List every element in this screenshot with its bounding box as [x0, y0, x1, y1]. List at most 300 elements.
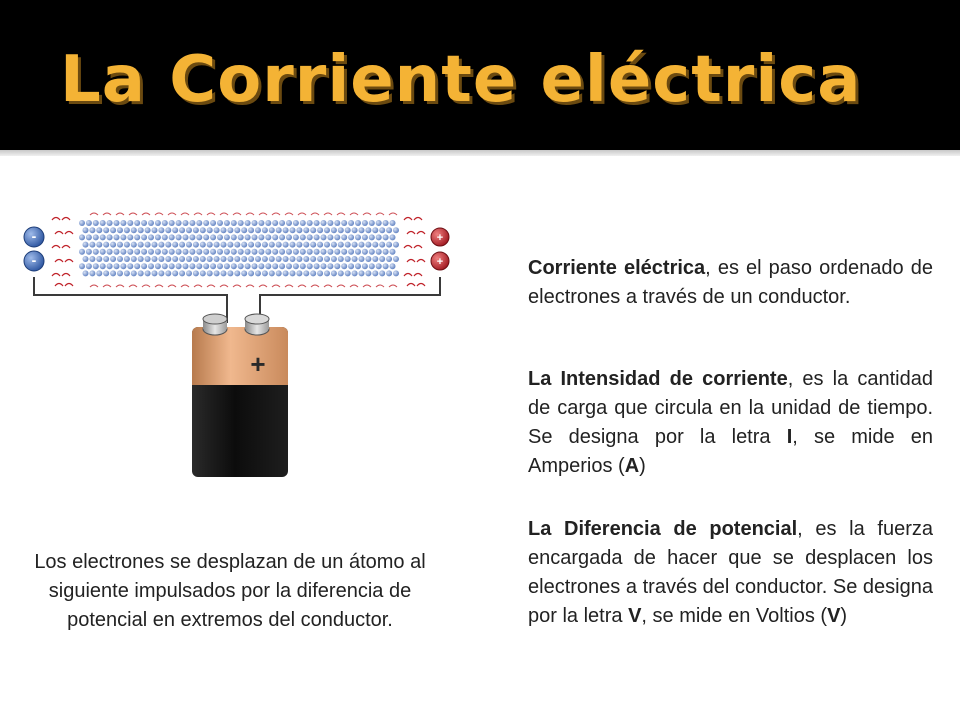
atom — [107, 249, 113, 255]
left-electron-top — [24, 227, 44, 247]
atom — [145, 256, 151, 262]
atom — [158, 227, 164, 233]
flow-arrow — [298, 213, 306, 215]
atom — [172, 242, 178, 248]
atom — [338, 227, 344, 233]
atom — [158, 242, 164, 248]
flow-arrow — [246, 285, 254, 287]
atom — [327, 263, 333, 269]
atom — [345, 227, 351, 233]
atom — [117, 270, 123, 276]
atom — [193, 256, 199, 262]
flow-arrow — [181, 285, 189, 287]
atom — [138, 227, 144, 233]
atom — [290, 242, 296, 248]
atom — [269, 227, 275, 233]
atom — [110, 270, 116, 276]
atom — [134, 234, 140, 240]
atom — [379, 227, 385, 233]
atom — [100, 249, 106, 255]
flow-arrow — [103, 285, 111, 287]
flow-arrow — [389, 213, 397, 215]
atom — [379, 270, 385, 276]
atom — [348, 234, 354, 240]
atom — [214, 227, 220, 233]
flow-arrow — [376, 213, 384, 215]
atom — [231, 263, 237, 269]
atom — [172, 270, 178, 276]
atom — [169, 249, 175, 255]
atom — [86, 234, 92, 240]
atom — [317, 227, 323, 233]
atom — [345, 242, 351, 248]
atom — [96, 227, 102, 233]
atom — [383, 263, 389, 269]
atom — [252, 234, 258, 240]
flow-arrow — [62, 246, 70, 249]
atom — [283, 256, 289, 262]
flow-arrow — [324, 285, 332, 287]
atom — [386, 270, 392, 276]
atom — [258, 234, 264, 240]
atom — [331, 242, 337, 248]
atom — [79, 220, 85, 226]
atom — [245, 263, 251, 269]
atom — [376, 263, 382, 269]
atom — [286, 249, 292, 255]
flow-arrow — [65, 232, 73, 235]
flow-arrow — [350, 285, 358, 287]
atom — [314, 249, 320, 255]
atom — [348, 249, 354, 255]
atom — [276, 242, 282, 248]
atom — [352, 242, 358, 248]
atom — [224, 220, 230, 226]
atom — [327, 249, 333, 255]
atom — [165, 256, 171, 262]
atom — [100, 220, 106, 226]
atom — [96, 270, 102, 276]
atom — [390, 220, 396, 226]
atom — [221, 270, 227, 276]
atom — [341, 263, 347, 269]
atom — [283, 227, 289, 233]
atom — [286, 263, 292, 269]
title-bar — [0, 0, 960, 150]
atom — [369, 263, 375, 269]
atom — [331, 227, 337, 233]
atom — [303, 256, 309, 262]
battery — [192, 314, 288, 477]
atom — [383, 249, 389, 255]
positive-sign: + — [436, 232, 444, 244]
atom — [338, 256, 344, 262]
atom — [165, 270, 171, 276]
flow-arrow — [65, 260, 73, 263]
atom — [141, 234, 147, 240]
atom — [334, 220, 340, 226]
atom — [93, 249, 99, 255]
atom — [321, 220, 327, 226]
slide-title: La Corriente eléctrica — [60, 43, 862, 117]
flow-arrow — [142, 213, 150, 215]
definition-text: , es la cantidad de carga que circula en la unidad de tiempo. Se designa por la letra — [528, 368, 933, 448]
letter-v: V — [628, 605, 642, 627]
atom — [148, 263, 154, 269]
atom — [193, 227, 199, 233]
atom — [158, 270, 164, 276]
atom — [262, 270, 268, 276]
flow-arrow — [404, 274, 412, 277]
atom — [203, 234, 209, 240]
atom — [324, 242, 330, 248]
atom — [145, 242, 151, 248]
definition-intensidad — [528, 365, 933, 481]
atom — [169, 234, 175, 240]
flow-arrow — [417, 232, 425, 235]
atom — [390, 263, 396, 269]
atom — [169, 263, 175, 269]
atom — [241, 270, 247, 276]
atom — [189, 220, 195, 226]
atom — [210, 249, 216, 255]
atom — [83, 270, 89, 276]
atom — [296, 242, 302, 248]
atom — [300, 249, 306, 255]
atom — [269, 270, 275, 276]
atom — [224, 249, 230, 255]
flow-arrow — [233, 213, 241, 215]
atom — [110, 227, 116, 233]
atom — [272, 249, 278, 255]
atom — [124, 256, 130, 262]
atom — [303, 242, 309, 248]
atom — [352, 256, 358, 262]
flow-arrow — [129, 213, 137, 215]
atom — [314, 263, 320, 269]
atom — [255, 242, 261, 248]
electron-sign: - — [31, 252, 37, 268]
flow-arrow — [207, 213, 215, 215]
atom — [141, 263, 147, 269]
atom — [310, 242, 316, 248]
atom — [279, 249, 285, 255]
atom — [286, 220, 292, 226]
atom — [110, 242, 116, 248]
flow-arrow — [155, 285, 163, 287]
atom — [238, 234, 244, 240]
atom — [248, 256, 254, 262]
atom — [186, 256, 192, 262]
atom — [355, 263, 361, 269]
atom — [189, 234, 195, 240]
flow-arrow — [298, 285, 306, 287]
atom — [372, 256, 378, 262]
atom — [248, 242, 254, 248]
atom — [207, 270, 213, 276]
atom — [231, 220, 237, 226]
atom — [386, 242, 392, 248]
atom — [138, 270, 144, 276]
atom — [131, 242, 137, 248]
flow-arrow — [116, 213, 124, 215]
atom — [352, 227, 358, 233]
atom — [83, 227, 89, 233]
atom — [196, 249, 202, 255]
definition-corriente — [528, 254, 933, 312]
atom — [200, 242, 206, 248]
atom — [303, 227, 309, 233]
atom — [89, 227, 95, 233]
atom — [200, 227, 206, 233]
atom — [127, 249, 133, 255]
atom — [152, 256, 158, 262]
atom — [265, 220, 271, 226]
atom — [203, 249, 209, 255]
atom — [114, 234, 120, 240]
atom — [283, 270, 289, 276]
atom — [345, 270, 351, 276]
atom — [162, 263, 168, 269]
atom — [355, 220, 361, 226]
atom — [317, 270, 323, 276]
atom — [307, 249, 313, 255]
flow-arrow — [62, 274, 70, 277]
atom — [272, 220, 278, 226]
atom — [203, 220, 209, 226]
atom — [120, 249, 126, 255]
atom — [221, 256, 227, 262]
atom — [155, 249, 161, 255]
atom — [172, 256, 178, 262]
flow-arrow — [414, 274, 422, 277]
atom — [200, 270, 206, 276]
atom — [362, 234, 368, 240]
atom — [341, 249, 347, 255]
atom — [134, 249, 140, 255]
atom — [100, 263, 106, 269]
flow-arrow — [259, 285, 267, 287]
atom — [210, 220, 216, 226]
atom — [145, 227, 151, 233]
flow-arrow — [103, 213, 111, 215]
atom — [117, 242, 123, 248]
atom — [341, 234, 347, 240]
definition-text: , se mide en Amperios ( — [528, 426, 933, 477]
atom — [93, 263, 99, 269]
electron-sign: - — [31, 228, 37, 244]
flow-arrow — [116, 285, 124, 287]
atom — [172, 227, 178, 233]
atom — [114, 220, 120, 226]
atom — [352, 270, 358, 276]
flow-arrow — [285, 213, 293, 215]
atom — [331, 256, 337, 262]
unit-v: V — [827, 605, 841, 627]
flow-arrow — [129, 285, 137, 287]
atom — [207, 227, 213, 233]
atom — [86, 249, 92, 255]
atom — [114, 249, 120, 255]
atom — [152, 242, 158, 248]
atom — [214, 270, 220, 276]
atom — [365, 270, 371, 276]
atom — [155, 234, 161, 240]
atom — [379, 242, 385, 248]
atom — [307, 263, 313, 269]
atom — [186, 227, 192, 233]
atom — [252, 220, 258, 226]
atom — [293, 234, 299, 240]
atom — [238, 263, 244, 269]
atom — [365, 256, 371, 262]
right-positive-bottom — [431, 252, 449, 270]
atom — [134, 220, 140, 226]
atom — [262, 242, 268, 248]
left-wire — [34, 277, 227, 323]
term-diferencia: La Diferencia de potencial — [528, 518, 798, 540]
atom — [321, 249, 327, 255]
atom — [372, 227, 378, 233]
atom — [272, 234, 278, 240]
flow-arrow — [414, 218, 422, 221]
atom — [138, 242, 144, 248]
atom — [248, 270, 254, 276]
atom — [79, 249, 85, 255]
atom — [224, 234, 230, 240]
atom — [165, 242, 171, 248]
atom — [93, 234, 99, 240]
atom — [383, 220, 389, 226]
atom — [162, 234, 168, 240]
atom — [265, 263, 271, 269]
atom — [262, 256, 268, 262]
atom — [217, 263, 223, 269]
atom — [376, 220, 382, 226]
atom — [217, 220, 223, 226]
definition-text: , es el paso ordenado de electrones a través de un conductor. — [528, 257, 933, 308]
flow-arrow — [376, 285, 384, 287]
atom — [341, 220, 347, 226]
atom — [79, 234, 85, 240]
atom — [290, 227, 296, 233]
atom — [176, 263, 182, 269]
atom — [262, 227, 268, 233]
atom — [290, 270, 296, 276]
definition-text: , se mide en Voltios ( — [641, 605, 828, 627]
flow-arrow — [142, 285, 150, 287]
atom — [362, 220, 368, 226]
flow-arrow — [233, 285, 241, 287]
atom — [210, 263, 216, 269]
flow-arrow — [407, 284, 415, 287]
atom — [179, 256, 185, 262]
atom — [269, 256, 275, 262]
atom — [372, 270, 378, 276]
atom — [241, 242, 247, 248]
atom — [176, 249, 182, 255]
flow-arrow — [311, 285, 319, 287]
atom — [314, 220, 320, 226]
atom — [238, 249, 244, 255]
atom — [269, 242, 275, 248]
atom — [293, 249, 299, 255]
definition-diferencia — [528, 515, 933, 631]
flow-arrow — [272, 285, 280, 287]
atom — [120, 220, 126, 226]
atom — [255, 256, 261, 262]
definition-text: ) — [840, 605, 848, 627]
atom — [338, 242, 344, 248]
atom — [155, 220, 161, 226]
atom — [124, 270, 130, 276]
atom — [96, 242, 102, 248]
atom — [324, 256, 330, 262]
atom — [134, 263, 140, 269]
flow-arrow — [55, 260, 63, 263]
battery-conductor-illustration — [20, 205, 460, 485]
atom — [372, 242, 378, 248]
definition-text: , es la fuerza encargada de hacer que se desplacen los electrones a través del conductor. Se designa por la letra — [528, 518, 933, 627]
atom — [231, 249, 237, 255]
flow-arrow — [285, 285, 293, 287]
atom — [310, 227, 316, 233]
atom — [241, 227, 247, 233]
atom — [234, 227, 240, 233]
atom — [200, 256, 206, 262]
atom — [183, 220, 189, 226]
atom — [96, 256, 102, 262]
atom — [207, 242, 213, 248]
atom — [89, 256, 95, 262]
atom — [386, 256, 392, 262]
left-electron-bottom — [24, 251, 44, 271]
atom — [189, 249, 195, 255]
atom — [83, 242, 89, 248]
atom — [359, 256, 365, 262]
atom — [183, 234, 189, 240]
atom — [390, 249, 396, 255]
atom — [227, 242, 233, 248]
atom — [183, 263, 189, 269]
atom — [252, 263, 258, 269]
flow-arrow — [337, 213, 345, 215]
atom — [334, 263, 340, 269]
atom — [296, 227, 302, 233]
atom — [107, 220, 113, 226]
flow-arrow — [272, 213, 280, 215]
atom — [79, 263, 85, 269]
flow-arrow — [168, 213, 176, 215]
flow-arrow — [407, 260, 415, 263]
atom — [252, 249, 258, 255]
battery-plus-sign: + — [250, 349, 266, 379]
atom — [334, 249, 340, 255]
atom — [155, 263, 161, 269]
atom — [276, 256, 282, 262]
atom — [359, 227, 365, 233]
atom — [89, 270, 95, 276]
flow-arrow — [194, 213, 202, 215]
atom — [265, 234, 271, 240]
atom — [131, 256, 137, 262]
flow-arrow — [407, 232, 415, 235]
atom — [103, 270, 109, 276]
flow-arrow — [55, 284, 63, 287]
atom — [348, 220, 354, 226]
atom — [158, 256, 164, 262]
atom — [258, 249, 264, 255]
